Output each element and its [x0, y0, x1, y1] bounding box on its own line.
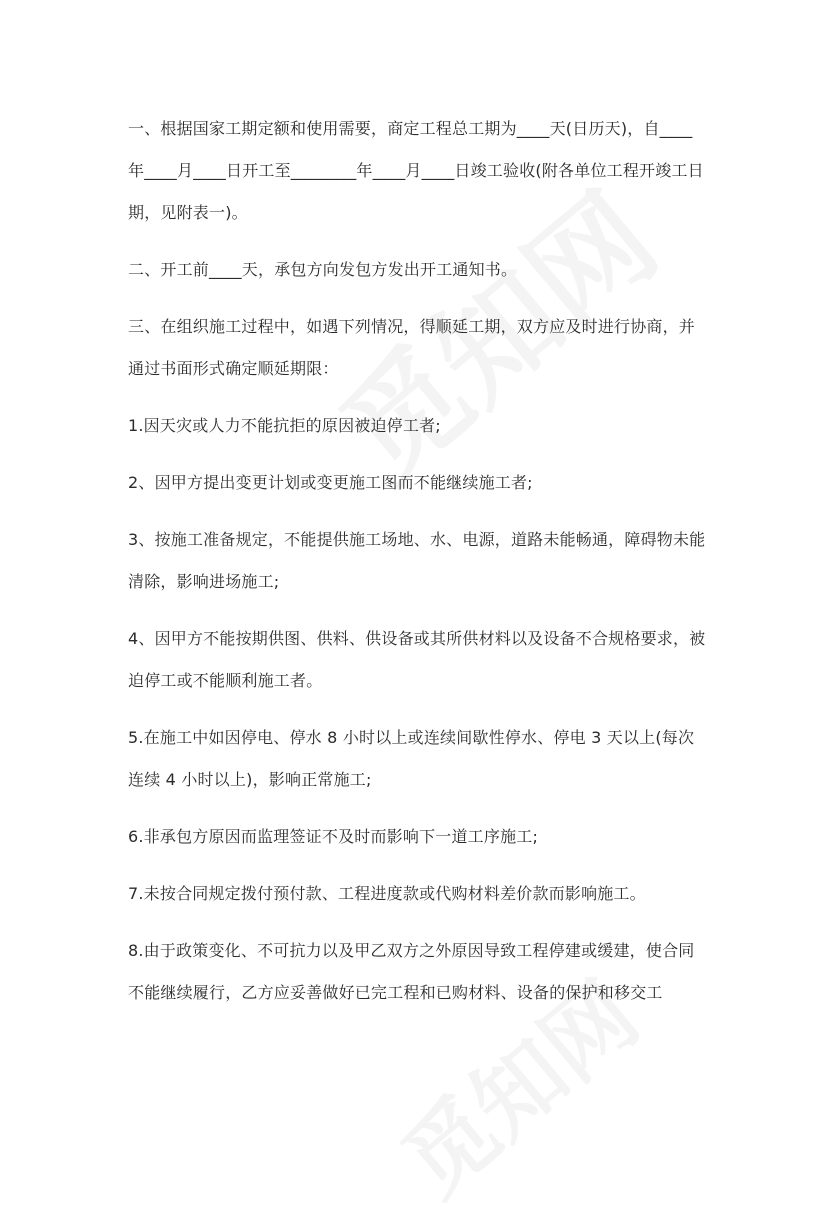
list-item-2: 2、因甲方提出变更计划或变更施工图而不能继续施工者;: [128, 473, 533, 492]
list-item-4: 4、因甲方不能按期供图、供料、供设备或其所供材料以及设备不合规格要求，被迫停工或不能顺利施工者。: [128, 629, 706, 690]
document-body: [128, 108, 710, 1029]
paragraph-extension-intro: 三、在组织施工过程中，如遇下列情况，得顺延工期，双方应及时进行协商，并通过书面形式确定顺延期限：: [128, 317, 696, 378]
list-item-7: 7.未按合同规定拨付预付款、工程进度款或代购材料差价款而影响施工。: [128, 884, 646, 903]
list-item-5: 5.在施工中如因停电、停水 8 小时以上或连续间歇性停水、停电 3 天以上(每次连续 4 小时以上)，影响正常施工;: [128, 728, 695, 789]
paragraph-start-notice: 二、开工前____天，承包方向发包方发出开工通知书。: [128, 260, 518, 279]
list-item-3: 3、按施工准备规定，不能提供施工场地、水、电源，道路未能畅通，障碍物未能清除，影响进场施工;: [128, 530, 706, 591]
paragraph-schedule: 一、根据国家工期定额和使用需要，商定工程总工期为____天(日历天)，自____ 年____月____日开工至________年____月____日竣工验收(附各单位工程开竣工日期，见附表一)。: [128, 119, 704, 222]
list-item-6: 6.非承包方原因而监理签证不及时而影响下一道工序施工;: [128, 827, 539, 846]
list-item-8: 8.由于政策变化、不可抗力以及甲乙双方之外原因导致工程停建或缓建，使合同不能继续履行，乙方应妥善做好已完工程和已购材料、设备的保护和移交工: [128, 941, 695, 1002]
list-item-1: 1.因天灾或人力不能抗拒的原因被迫停工者;: [128, 416, 441, 435]
